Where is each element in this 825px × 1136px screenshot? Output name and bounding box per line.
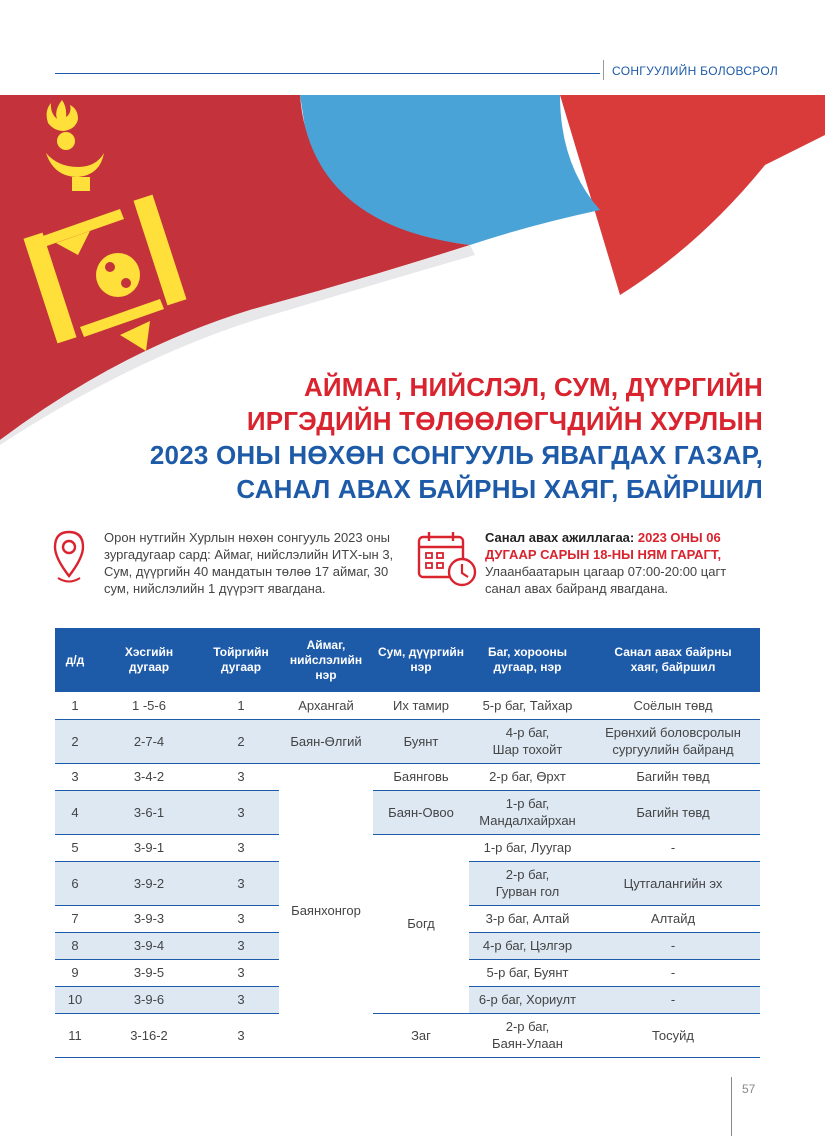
table-row: 11 3-16-2 3 Заг 2-р баг, Баян-Улаан Тосуйд [55, 1013, 760, 1057]
col-header-district: Тойргийн дугаар [203, 628, 279, 692]
table-row: 3 3-4-2 3 Баянхонгор Баянговь 2-р баг, Өрхт Багийн төвд [55, 763, 760, 790]
flag-red-right [560, 95, 825, 295]
col-header-aimag: Аймаг, нийслэлийн нэр [279, 628, 373, 692]
info-left-text: Орон нутгийн Хурлын нөхөн сонгууль 2023 оны зургадугаар сард: Аймаг, нийслэлийн ИТХ-ын 3, Сум, дүүргийн 40 мандатын төлөө 17 аймаг, 30 сум, нийслэлийн 1 дүүрэгт явагдана. [104, 530, 394, 596]
table-row: 10 3-9-6 3 6-р баг, Хориулт - [55, 986, 760, 1013]
table-row: 4 3-6-1 3 Баян-Овоо 1-р баг, Мандалхайрхан Багийн төвд [55, 790, 760, 834]
col-header-sum: Сум, дүүргийн нэр [373, 628, 469, 692]
calendar-clock-icon [416, 530, 480, 588]
table-row: 7 3-9-3 3 3-р баг, Алтай Алтайд [55, 905, 760, 932]
section-title: СОНГУУЛИЙН БОЛОВСРОЛ [612, 64, 779, 78]
table-row: 8 3-9-4 3 4-р баг, Цэлгэр - [55, 932, 760, 959]
table-header-row [55, 628, 760, 692]
sum-merged-cell: Богд [373, 834, 469, 1013]
col-header-address: Санал авах байрны хаяг, байршил [586, 628, 760, 692]
page-number-rule [731, 1077, 732, 1136]
election-locations-table [55, 628, 760, 1058]
header-separator [603, 60, 604, 80]
heading-line-2: ИРГЭДИЙН ТӨЛӨӨЛӨГЧДИЙН ХУРЛЫН [246, 406, 763, 436]
aimag-merged-cell: Баянхонгор [279, 763, 373, 1057]
heading-line-4: САНАЛ АВАХ БАЙРНЫ ХАЯГ, БАЙРШИЛ [236, 474, 763, 504]
col-header-no: д/д [55, 628, 95, 692]
location-pin-icon [52, 530, 86, 586]
heading-line-3: 2023 ОНЫ НӨХӨН СОНГУУЛЬ ЯВАГДАХ ГАЗАР, [149, 440, 763, 470]
table-row: 2 2-7-4 2 Баян-Өлгий Буянт 4-р баг, Шар тохойт Ерөнхий боловсролын сургуулийн байранд [55, 719, 760, 763]
col-header-bag: Баг, хорооны дугаар, нэр [469, 628, 586, 692]
col-header-section: Хэсгийн дугаар [95, 628, 203, 692]
heading-line-1: АЙМАГ, НИЙСЛЭЛ, СУМ, ДҮҮРГИЙН [303, 372, 763, 402]
table-row: 6 3-9-2 3 2-р баг, Гурван гол Цутгалангийн эх [55, 861, 760, 905]
info-right-text: Санал авах ажиллагаа: 2023 ОНЫ 06 ДУГААР САРЫН 18-НЫ НЯМ ГАРАГТ, Улаанбаатарын цагаар 07:00-20:00 цагт санал авах байранд явагдана. [485, 530, 727, 596]
header-rule [55, 73, 600, 74]
table-row: 5 3-9-1 3 Богд 1-р баг, Луугар - [55, 834, 760, 861]
page-number: 57 [742, 1082, 756, 1096]
page-heading [150, 370, 763, 506]
table-row: 1 1 -5-6 1 Архангай Их тамир 5-р баг, Тайхар Соёлын төвд [55, 692, 760, 719]
table-row: 9 3-9-5 3 5-р баг, Буянт - [55, 959, 760, 986]
